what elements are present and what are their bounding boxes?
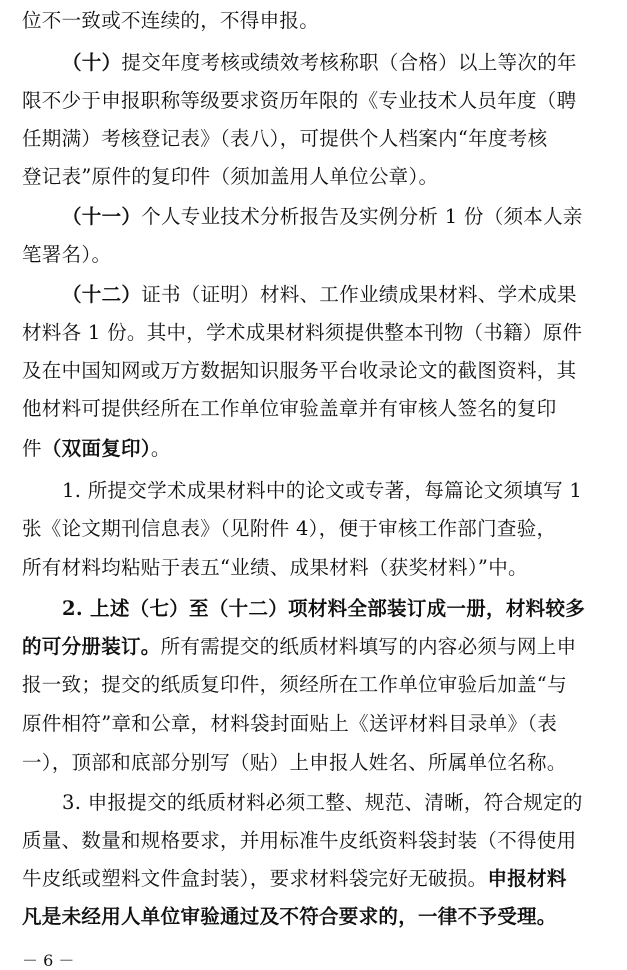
text-line xyxy=(22,124,612,154)
text-line xyxy=(22,864,612,894)
text-segment: 张《论文期刊信息表》（见附件 4），便于审核工作部门查验， xyxy=(22,517,557,540)
text-segment: 。 xyxy=(150,437,171,460)
item-number: （十一） xyxy=(62,205,142,228)
text-segment: 位不一致或不连续的，不得申报。 xyxy=(22,9,320,32)
text-line xyxy=(22,748,612,778)
text-segment: 个人专业技术分析报告及实例分析 1 份（须本人亲 xyxy=(141,205,583,228)
text-segment: 限不少于申报职称等级要求资历年限的《专业技术人员年度（聘 xyxy=(22,89,577,112)
text-line xyxy=(22,434,612,464)
text-line xyxy=(62,48,612,78)
text-segment: 任期满）考核登记表》（表八），可提供个人档案内“年度考核 xyxy=(22,127,548,150)
text-segment: 他材料可提供经所在工作单位审验盖章并有审核人签名的复印 xyxy=(22,397,557,420)
text-segment: 1. 所提交学术成果材料中的论文或专著，每篇论文须填写 1 xyxy=(62,479,583,502)
emphasis-text: 的可分册装订。 xyxy=(22,635,161,658)
text-line xyxy=(22,632,612,662)
text-line xyxy=(62,594,612,624)
text-segment: 提交年度考核或绩效考核称职（合格）以上等次的年 xyxy=(121,51,577,74)
text-segment: 牛皮纸或塑料文件盒封装），要求材料袋完好无破损。 xyxy=(22,867,488,890)
text-line xyxy=(62,476,612,506)
text-line xyxy=(22,394,612,424)
text-line xyxy=(62,280,612,310)
item-number: （十二） xyxy=(62,283,142,306)
text-segment: 原件相符”章和公章，材料袋封面贴上《送评材料目录单》（表 xyxy=(22,712,558,735)
text-segment: 材料各 1 份。其中，学术成果材料须提供整本刊物（书籍）原件 xyxy=(22,321,583,344)
text-segment: 件 xyxy=(22,437,42,460)
text-line xyxy=(22,826,612,856)
text-line xyxy=(22,318,612,348)
text-line xyxy=(22,6,612,36)
text-line xyxy=(22,162,612,192)
text-line xyxy=(22,240,612,270)
text-segment: 报一致；提交的纸质复印件，须经所在工作单位审验后加盖“与 xyxy=(22,673,567,696)
text-line xyxy=(22,514,612,544)
text-line xyxy=(62,788,612,818)
emphasis-text: 申报材料 xyxy=(487,867,567,890)
text-segment: 3. 申报提交的纸质材料必须工整、规范、清晰，符合规定的 xyxy=(62,791,583,814)
text-segment: 及在中国知网或万方数据知识服务平台收录论文的截图资料，其 xyxy=(22,359,577,382)
emphasis-text: 凡是未经用人单位审验通过及不符合要求的，一律不予受理。 xyxy=(22,905,557,928)
text-segment: 证书（证明）材料、工作业绩成果材料、学术成果 xyxy=(141,283,577,306)
text-segment: 质量、数量和规格要求，并用标准牛皮纸资料袋封装（不得使用 xyxy=(22,829,577,852)
emphasis-text: 2. 上述（七）至（十二）项材料全部装订成一册，材料较多 xyxy=(62,597,586,620)
text-line xyxy=(22,86,612,116)
text-line xyxy=(22,902,612,932)
page-number: － 6 － xyxy=(22,951,75,970)
text-line xyxy=(22,356,612,386)
text-segment: 登记表”原件的复印件（须加盖用人单位公章）。 xyxy=(22,165,439,188)
text-line xyxy=(62,202,612,232)
text-segment: 一），顶部和底部分别写（贴）上申报人姓名、所属单位名称。 xyxy=(22,751,567,774)
item-number: （十） xyxy=(62,51,122,74)
text-line xyxy=(22,553,612,583)
text-segment: 笔署名）。 xyxy=(22,243,112,266)
text-line xyxy=(22,670,612,700)
text-line xyxy=(22,709,612,739)
text-segment: 所有材料均粘贴于表五“业绩、成果材料（获奖材料）”中。 xyxy=(22,556,528,579)
text-segment: 所有需提交的纸质材料填写的内容必须与网上申 xyxy=(160,635,577,658)
emphasis-text: （双面复印） xyxy=(41,437,151,460)
